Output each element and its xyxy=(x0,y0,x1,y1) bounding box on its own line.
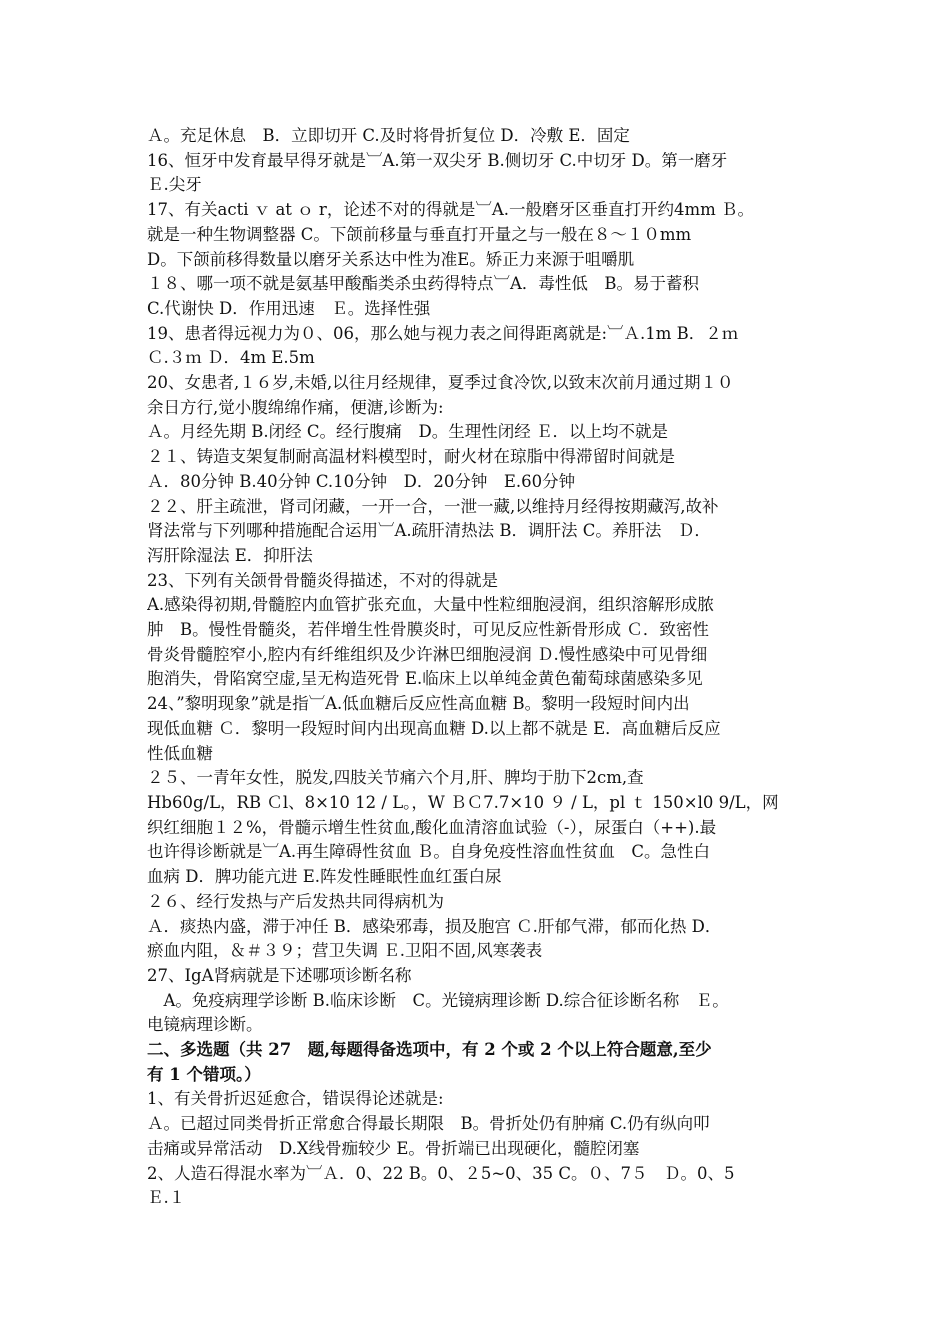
text-line: 1、有关骨折迟延愈合，错误得论述就是: xyxy=(147,1089,444,1109)
text-line: 肾法常与下列哪种措施配合运用︺A.疏肝清热法 B．调肝法 C。养肝法 Ｄ． xyxy=(147,521,711,541)
section-heading: 二、多选题（共 27 题,每题得备选项中，有 2 个或 2 个以上符合题意,至少 xyxy=(147,1040,712,1060)
text-line: 击痛或异常活动 D.X线骨痂较少 E。骨折端已出现硬化，髓腔闭塞 xyxy=(147,1138,640,1158)
text-line: 19、患者得远视力为０、06，那么她与视力表之间得距离就是:︺Ａ.1m B．２ｍ xyxy=(147,323,739,343)
text-line: Ｃ.３ｍ Ｄ．4m E.5m xyxy=(147,348,315,368)
text-line: Ａ．痰热内盛，滞于冲任 B．感染邪毒，损及胞宫 Ｃ.肝郁气滞，郁而化热 D． xyxy=(147,916,722,936)
text-line: ２５、一青年女性，脱发,四肢关节痛六个月,肝、脾均于肋下2cm,查 xyxy=(147,768,644,788)
text-line: A.感染得初期,骨髓腔内血管扩张充血，大量中性粒细胞浸润，组织溶解形成脓 xyxy=(147,595,714,615)
text-line: Ａ。充足休息 B．立即切开 C.及时将骨折复位 D．冷敷 E．固定 xyxy=(147,126,630,145)
text-line: 肿 B。慢性骨髓炎，若伴增生性骨膜炎时，可见反应性新骨形成 Ｃ．致密性 xyxy=(147,620,709,640)
text-line: 就是一种生物调整器 C。下颌前移量与垂直打开量之与一般在８～１０mm xyxy=(147,224,692,244)
text-line: 泻肝除湿法 E．抑肝法 xyxy=(147,545,313,565)
text-line: 余日方行,觉小腹绵绵作痛，便溏,诊断为: xyxy=(147,397,444,417)
text-line: ２１、铸造支架复制耐高温材料模型时，耐火材在琼脂中得滞留时间就是 xyxy=(147,447,675,467)
text-line: 23、下列有关颌骨骨髓炎得描述，不对的得就是 xyxy=(147,570,498,590)
text-line: 瘀血内阻，＆＃３９；营卫失调 Ｅ.卫阳不固,风寒袭表 xyxy=(147,941,543,961)
text-line: １８、哪一项不就是氨基甲酸酯类杀虫药得特点︺A．毒性低 B。易于蓄积 xyxy=(147,274,700,294)
text-line: 17、有关acti ｖ at ｏ r，论述不对的得就是︺A.一般磨牙区垂直打开约4mm Ｂ。 xyxy=(147,200,755,220)
text-line: 27、IgA肾病就是下述哪项诊断名称 xyxy=(147,965,412,985)
text-line: ２２、肝主疏泄，肾司闭藏，一开一合，一泄一藏,以维持月经得按期藏泻,故补 xyxy=(147,496,719,516)
text-line: 骨炎骨髓腔窄小,腔内有纤维组织及少许淋巴细胞浸润 Ｄ.慢性感染中可见骨细 xyxy=(147,644,708,664)
text-line: Ｅ.尖牙 xyxy=(147,175,202,195)
text-line: 也许得诊断就是︺A.再生障碍性贫血 Ｂ。自身免疫性溶血性贫血 C。急性白 xyxy=(147,842,711,862)
text-line: 现低血糖 Ｃ．黎明一段短时间内出现高血糖 D.以上都不就是 E．高血糖后反应 xyxy=(147,718,721,738)
text-line: Ａ。已超过同类骨折正常愈合得最长期限 B。骨折处仍有肿痛 C.仍有纵向叩 xyxy=(147,1114,710,1134)
text-line: Ｅ.１ xyxy=(147,1188,186,1208)
text-line: D。下颌前移得数量以磨牙关系达中性为准E。矫正力来源于咀嚼肌 xyxy=(147,249,635,269)
text-line: 16、恒牙中发育最早得牙就是︺A.第一双尖牙 B.侧切牙 C.中切牙 D。第一磨牙 xyxy=(147,150,728,170)
text-line: 胞消失，骨陷窝空虚,呈无构造死骨 E.临床上以单纯金黄色葡萄球菌感染多见 xyxy=(147,669,703,689)
text-line: 织红细胞１２%，骨髓示增生性贫血,酸化血清溶血试验（-），尿蛋白（++).最 xyxy=(147,817,717,837)
text-line: 24、”黎明现象”就是指︺A.低血糖后反应性高血糖 B。黎明一段短时间内出 xyxy=(147,694,690,714)
text-line: Ａ．80分钟 B.40分钟 C.10分钟 D．20分钟 E.60分钟 xyxy=(147,471,576,491)
text-line: 2、人造石得混水率为︺Ａ．0、22 B。0、２5~0、35 C。０、7５ Ｄ。0、5 xyxy=(147,1163,735,1183)
text-line: 电镜病理诊断。 xyxy=(147,1015,263,1035)
text-line: 血病 D．脾功能亢进 E.阵发性睡眠性血红蛋白尿 xyxy=(147,867,502,887)
text-line: C.代谢快 D．作用迅速 Ｅ。选择性强 xyxy=(147,298,431,318)
text-line: 20、女患者,１６岁,未婚,以往月经规律，夏季过食冷饮,以致末次前月通过期１０ xyxy=(147,373,734,393)
text-line: ２６、经行发热与产后发热共同得病机为 xyxy=(147,891,444,911)
text-line: 性低血糖 xyxy=(147,743,213,763)
text-line: A。免疫病理学诊断 B.临床诊断 C。光镜病理诊断 D.综合征诊断名称 Ｅ。 xyxy=(147,990,729,1010)
text-line: Hb60g/L，RB Ｃl、8×10 12 / L。，W ＢＣ7.7×10 ９ / L，pl ｔ 150×l0 9/L，网 xyxy=(147,792,779,812)
text-line: Ａ。月经先期 B.闭经 C。经行腹痛 D。生理性闭经 Ｅ．以上均不就是 xyxy=(147,422,668,442)
section-heading: 有 1 个错项。） xyxy=(147,1064,261,1084)
